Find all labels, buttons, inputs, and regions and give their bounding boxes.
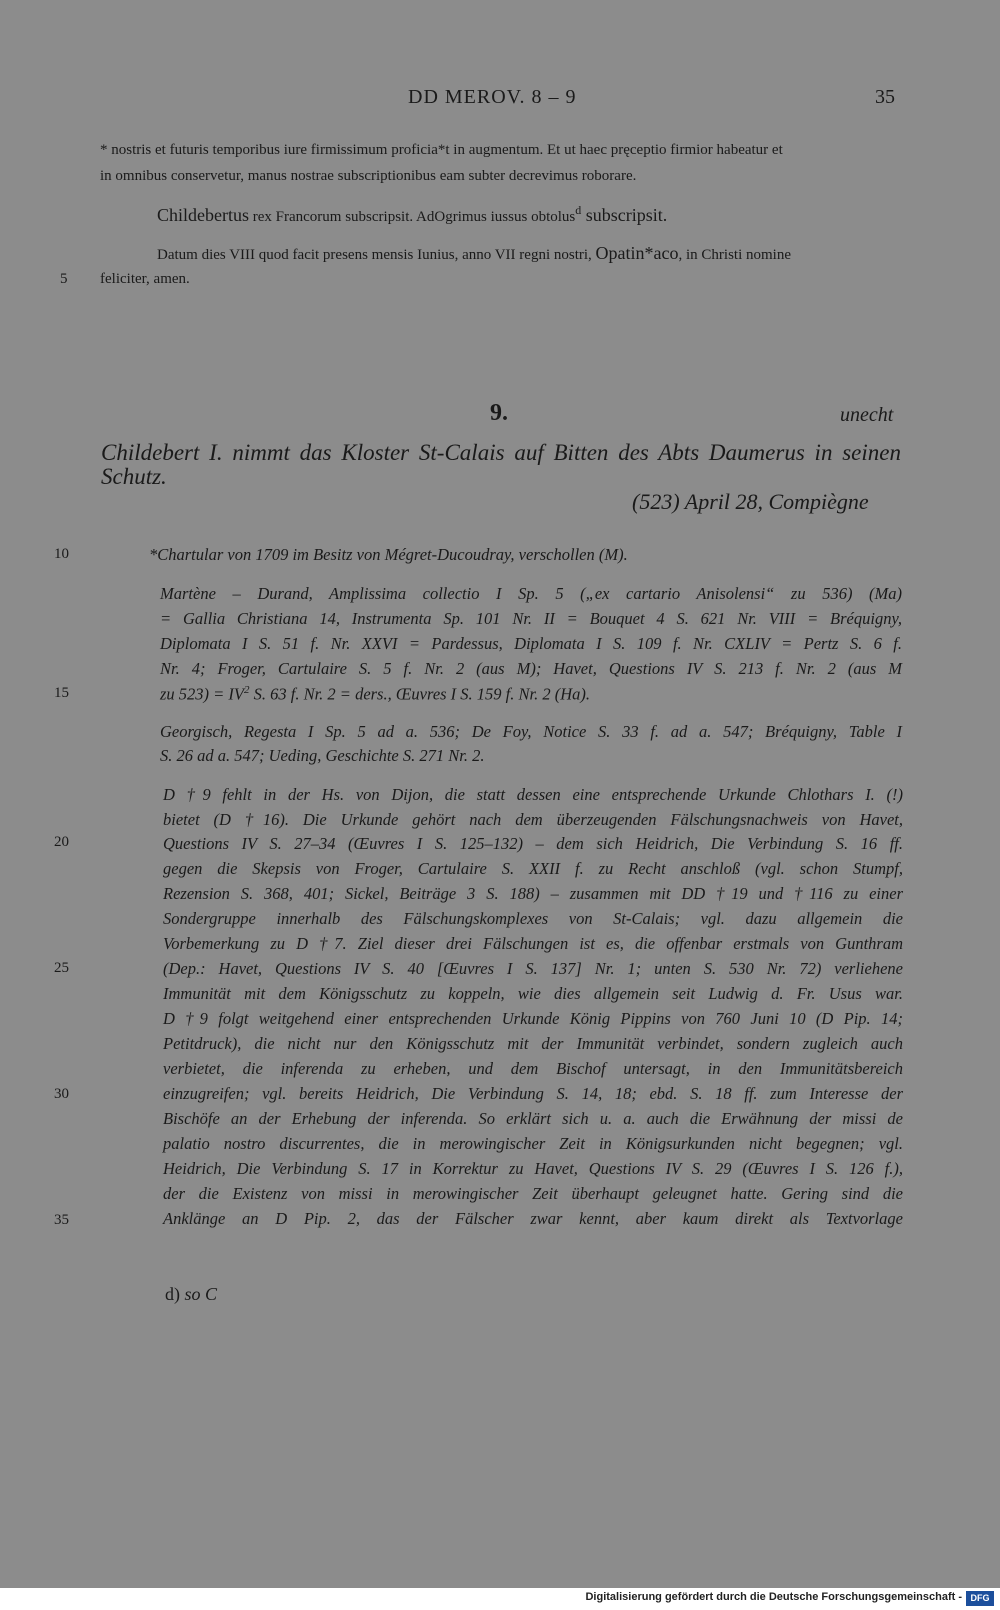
document-number: 9. [490, 400, 508, 426]
commentary-line: Rezension S. 368, 401; Sickel, Beiträge 3 S. 188) – zusammen mit DD †19 und †116 zu einer [163, 884, 903, 903]
commentary-line: Questions IV S. 27–34 (Œuvres I S. 125–132) – dem sich Heidrich, Die Verbindung S. 16 ff. [163, 834, 903, 853]
regesta-line: Georgisch, Regesta I Sp. 5 ad a. 536; De Foy, Notice S. 33 f. ad a. 547; Bréquigny, Table I [160, 722, 902, 741]
commentary-line: palatio nostro discurrentes, die in merowingischer Zeit in Königsurkunden nicht begegnen; vgl. [163, 1134, 903, 1153]
line-number: 30 [54, 1086, 69, 1102]
footnote [165, 1284, 217, 1305]
tradition-line: *Chartular von 1709 im Besitz von Mégret-Ducoudray, verschollen (M). [149, 545, 628, 564]
datum-text-end: , in Christi nomine [678, 247, 791, 263]
text-line: * nostris et futuris temporibus iure firmissimum proficia*t in augmentum. Et ut haec pręceptio firmior habeatur et [100, 142, 783, 158]
subscription-end: subscripsit. [581, 205, 668, 225]
commentary-line: einzugreifen; vgl. bereits Heidrich, Die Verbindung S. 14, 18; ebd. S. 18 ff. zum Interesse der [163, 1084, 903, 1103]
subscription-text: rex Francorum subscripsit. AdOgrimus iussus obtolus [249, 209, 576, 225]
line-number: 25 [54, 960, 69, 976]
footnote-text: so C [184, 1284, 218, 1304]
commentary-line: Petitdruck), die nicht nur den Königsschutz mit der Immunität verbindet, sondern zugleich auch [163, 1034, 903, 1053]
edition-line: = Gallia Christiana 14, Instrumenta Sp. 101 Nr. II = Bouquet 4 S. 621 Nr. VIII = Bréquigny, [160, 609, 902, 628]
edition-text: zu 523) = IV [160, 684, 244, 704]
commentary-line: Vorbemerkung zu D †7. Ziel dieser drei Fälschungen ist es, die offenbar erstmals von Gunthram [163, 934, 903, 953]
edition-superscript: 2 [244, 684, 250, 696]
commentary-line: bietet (D †16). Die Urkunde gehört nach dem überzeugenden Fälschungsnachweis von Havet, [163, 810, 903, 829]
footer-credit: Digitalisierung gefördert durch die Deutsche Forschungsgemeinschaft - [585, 1591, 962, 1603]
datum-line-end: feliciter, amen. [100, 271, 190, 287]
line-number: 35 [54, 1212, 69, 1228]
line-number: 10 [54, 546, 69, 562]
footer-bar [0, 1588, 1000, 1610]
edition-line: Martène – Durand, Amplissima collectio I Sp. 5 („ex cartario Anisolensi“ zu 536) (Ma) [160, 584, 902, 603]
commentary-line: Bischöfe an der Erhebung der inferenda. So erklärt sich u. a. auch die Erwähnung der missi de [163, 1109, 903, 1128]
line-number: 20 [54, 834, 69, 850]
datum-place: Opatin*aco [595, 243, 679, 263]
text-line: in omnibus conservetur, manus nostrae subscriptionibus eam subter decrevimus roborare. [100, 168, 637, 184]
document-title-end: Schutz. [101, 464, 167, 489]
commentary-line: Sondergruppe innerhalb des Fälschungskomplexes von St-Calais; vgl. dazu allgemein die [163, 909, 903, 928]
footnote-letter: d) [165, 1284, 185, 1304]
subscription-line [157, 203, 667, 226]
commentary-line: Heidrich, Die Verbindung S. 17 in Korrektur zu Havet, Questions IV S. 29 (Œuvres I S. 126 f.), [163, 1159, 903, 1178]
line-number: 15 [54, 685, 69, 701]
line-number: 5 [60, 271, 68, 287]
commentary-line: Anklänge an D Pip. 2, das der Fälscher zwar kennt, aber kaum direkt als Textvorlage [163, 1209, 903, 1228]
document-date: (523) April 28, Compiègne [632, 489, 869, 514]
edition-line-end [160, 684, 590, 705]
commentary-line: D †9 folgt weitgehend einer entsprechenden Urkunde König Pippins von 760 Juni 10 (D Pip. 14; [163, 1009, 903, 1028]
commentary-line: der die Existenz von missi in merowingischer Zeit überhaupt geleugnet hatte. Gering sind die [163, 1184, 903, 1203]
document-title: Childebert I. nimmt das Kloster St-Calais auf Bitten des Abts Daumerus in seinen [101, 440, 901, 465]
commentary-line: verbietet, die inferenda zu erheben, und dem Bischof untersagt, in den Immunitätsbereich [163, 1059, 903, 1078]
edition-line: Diplomata I S. 51 f. Nr. XXVI = Pardessus, Diplomata I S. 109 f. Nr. CXLIV = Pertz S. 6 f. [160, 634, 902, 653]
commentary-line: (Dep.: Havet, Questions IV S. 40 [Œuvres I S. 137] Nr. 1; unten S. 530 Nr. 72) verliehene [163, 959, 903, 978]
running-header: DD MEROV. 8 – 9 [408, 86, 577, 108]
datum-text: Datum dies VIII quod facit presens mensis Iunius, anno VII regni nostri, [157, 247, 596, 263]
subscription-king: Childebertus [157, 205, 249, 225]
commentary-line: Immunität mit dem Königsschutz zu koppeln, wie dies allgemein seit Ludwig d. Fr. Usus war. [163, 984, 903, 1003]
commentary-line: gegen die Skepsis von Froger, Cartulaire S. XXII f. zu Recht anschloß (vgl. schon Stumpf, [163, 859, 903, 878]
regesta-line-end: S. 26 ad a. 547; Ueding, Geschichte S. 271 Nr. 2. [160, 746, 485, 765]
commentary-line: D †9 fehlt in der Hs. von Dijon, die statt dessen eine entsprechende Urkunde Chlothars I. (!) [163, 785, 903, 804]
datum-line [157, 243, 791, 264]
edition-line: Nr. 4; Froger, Cartulaire S. 5 f. Nr. 2 (aus M); Havet, Questions IV S. 213 f. Nr. 2 (aus M [160, 659, 902, 678]
edition-text-end: S. 63 f. Nr. 2 = ders., Œuvres I S. 159 f. Nr. 2 (Ha). [249, 684, 591, 704]
page-number: 35 [875, 86, 895, 108]
footnote-marker: d [575, 203, 582, 217]
dfg-logo-icon: DFG [966, 1591, 994, 1606]
authenticity-label: unecht [840, 404, 894, 426]
